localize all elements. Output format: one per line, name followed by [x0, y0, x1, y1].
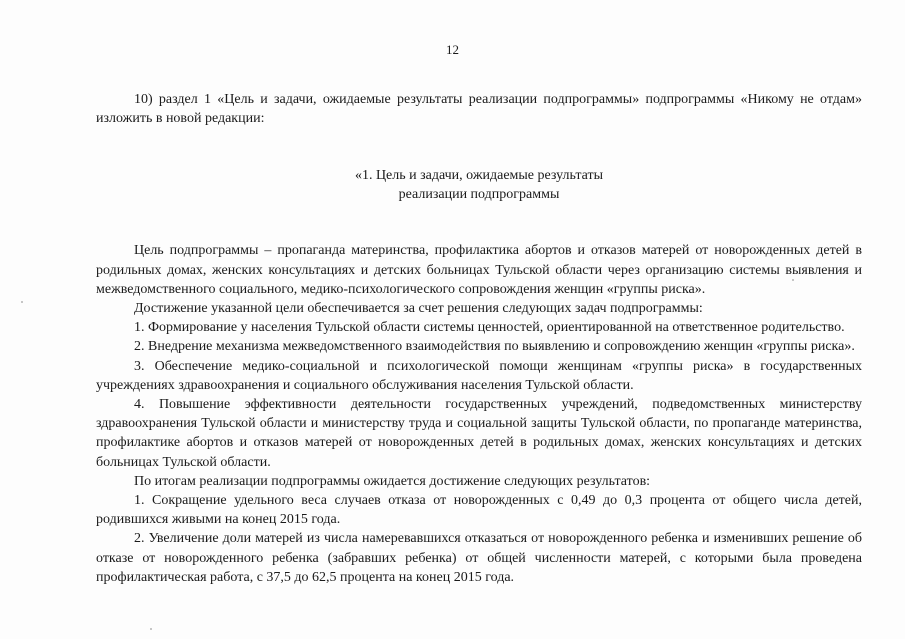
result-item-1: 1. Сокращение удельного веса случаев отказа от новорожденных с 0,49 до 0,3 процента от общего числа детей, родившихся живыми на конец 2015 года. [96, 493, 862, 528]
section-heading [96, 166, 862, 204]
document-body [96, 90, 862, 587]
scan-speck [150, 628, 152, 630]
task-item-1: 1. Формирование у населения Тульской области системы ценностей, ориентированной на ответственное родительство. [134, 320, 845, 336]
scan-speck [21, 301, 23, 303]
section-heading-line-2: реализации подпрограммы [398, 187, 560, 203]
task-item-4: 4. Повышение эффективности деятельности государственных учреждений, подведомственных министерству здравоохранения Тульской области и министерству труда и социальной защиты Тульской области, по пропаганде материнства, профилактике абортов и отказов матерей от новорожденных детей в родильных домах, женских консультациях и детских больницах Тульской области. [96, 397, 862, 470]
task-item-2: 2. Внедрение механизма межведомственного взаимодействия по выявлению и сопровождению женщин «группы риска». [134, 339, 855, 355]
results-intro-paragraph: По итогам реализации подпрограммы ожидается достижение следующих результатов: [134, 473, 651, 489]
task-item-3: 3. Обеспечение медико-социальной и психологической помощи женщинам «группы риска» в государственных учреждениях здравоохранения и социального обслуживания населения Тульской области. [96, 358, 862, 393]
goal-paragraph: Цель подпрограммы – пропаганда материнства, профилактика абортов и отказов матерей от новорожденных детей в родильных домах, женских консультациях и детских больницах Тульской области через организацию системы выявления и межведомственного социального, медико-психологического сопровождения женщин «группы риска». [96, 243, 862, 297]
scan-speck [792, 279, 794, 281]
page-number: 12 [446, 42, 459, 57]
section-heading-line-1: «1. Цель и задачи, ожидаемые результаты [354, 168, 604, 184]
intro-paragraph: 10) раздел 1 «Цель и задачи, ожидаемые результаты реализации подпрограммы» подпрограммы «Никому не отдам» изложить в новой редакции: [96, 92, 862, 127]
tasks-intro-paragraph: Достижение указанной цели обеспечивается за счет решения следующих задач подпрограммы: [134, 301, 703, 317]
result-item-2: 2. Увеличение доли матерей из числа намеревавшихся отказаться от новорожденного ребенка и изменивших решение об отказе от новорожденного ребенка (забравших ребенка) от общей численности матерей, с которыми была проведена профилактическая работа, с 37,5 до 62,5 процента на конец 2015 года. [96, 531, 862, 585]
